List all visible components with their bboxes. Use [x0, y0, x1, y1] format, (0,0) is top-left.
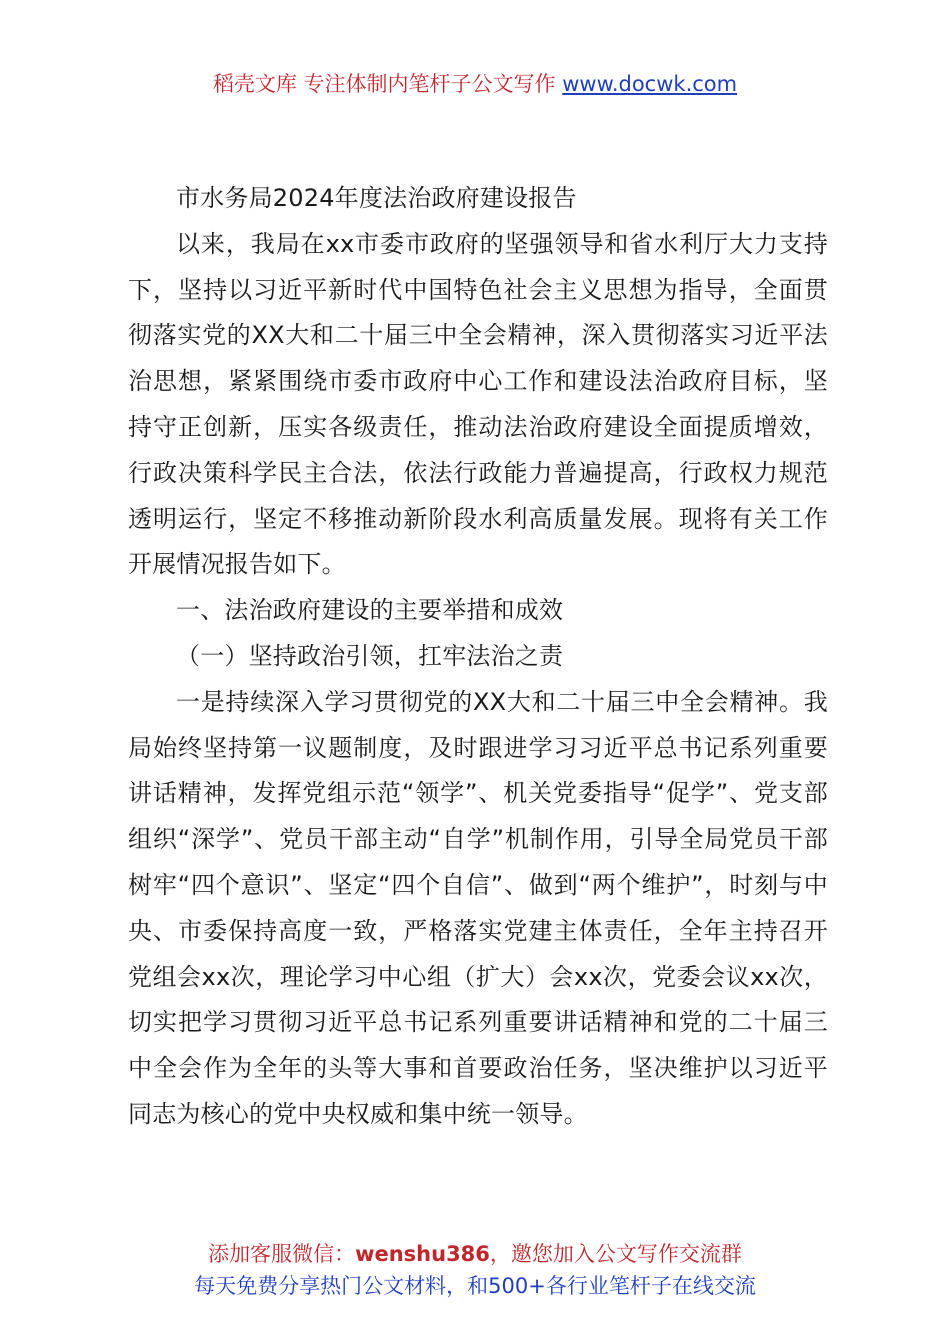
document-body [128, 176, 828, 1138]
page-footer [0, 1238, 950, 1302]
page-header [0, 68, 950, 100]
header-brand-text: 稻壳文库 专注体制内笔杆子公文写作 [212, 72, 563, 96]
paragraph-item-1: 一是持续深入学习贯彻党的XX大和二十届三中全会精神。我局始终坚持第一议题制度，及时跟进学习习近平总书记系列重要讲话精神，发挥党组示范“领学”、机关党委指导“促学”、党支部组织“深学”、党员干部主动“自学”机制作用，引导全局党员干部树牢“四个意识”、坚定“四个自信”、做到“两个维护”，时刻与中央、市委保持高度一致，严格落实党建主体责任，全年主持召开党组会xx次，理论学习中心组（扩大）会xx次，党委会议xx次，切实把学习贯彻习近平总书记系列重要讲话精神和党的二十届三中全会作为全年的头等大事和首要政治任务，坚决维护以习近平同志为核心的党中央权威和集中统一领导。 [128, 687, 828, 1128]
footer-wechat-id: wenshu386 [355, 1242, 490, 1266]
footer-line-2: 每天免费分享热门公文材料，和500+各行业笔杆子在线交流 [194, 1274, 756, 1298]
subsection-heading-1: （一）坚持政治引领，扛牢法治之责 [176, 641, 564, 670]
section-heading-1: 一、法治政府建设的主要举措和成效 [176, 596, 564, 625]
header-url-link[interactable]: www.docwk.com [562, 72, 738, 96]
paragraph-intro: 以来，我局在xx市委市政府的坚强领导和省水利厅大力支持下，坚持以习近平新时代中国特色社会主义思想为指导，全面贯彻落实党的XX大和二十届三中全会精神，深入贯彻落实习近平法治思想，紧紧围绕市委市政府中心工作和建设法治政府目标，坚持守正创新，压实各级责任，推动法治政府建设全面提质增效，行政决策科学民主合法，依法行政能力普遍提高，行政权力规范透明运行，坚定不移推动新阶段水利高质量发展。现将有关工作开展情况报告如下。 [128, 229, 828, 579]
document-title: 市水务局2024年度法治政府建设报告 [176, 184, 577, 212]
footer-line-1 [0, 1238, 950, 1270]
footer-wechat-prefix: 添加客服微信： [208, 1242, 356, 1266]
footer-wechat-suffix: ，邀您加入公文写作交流群 [489, 1242, 742, 1266]
